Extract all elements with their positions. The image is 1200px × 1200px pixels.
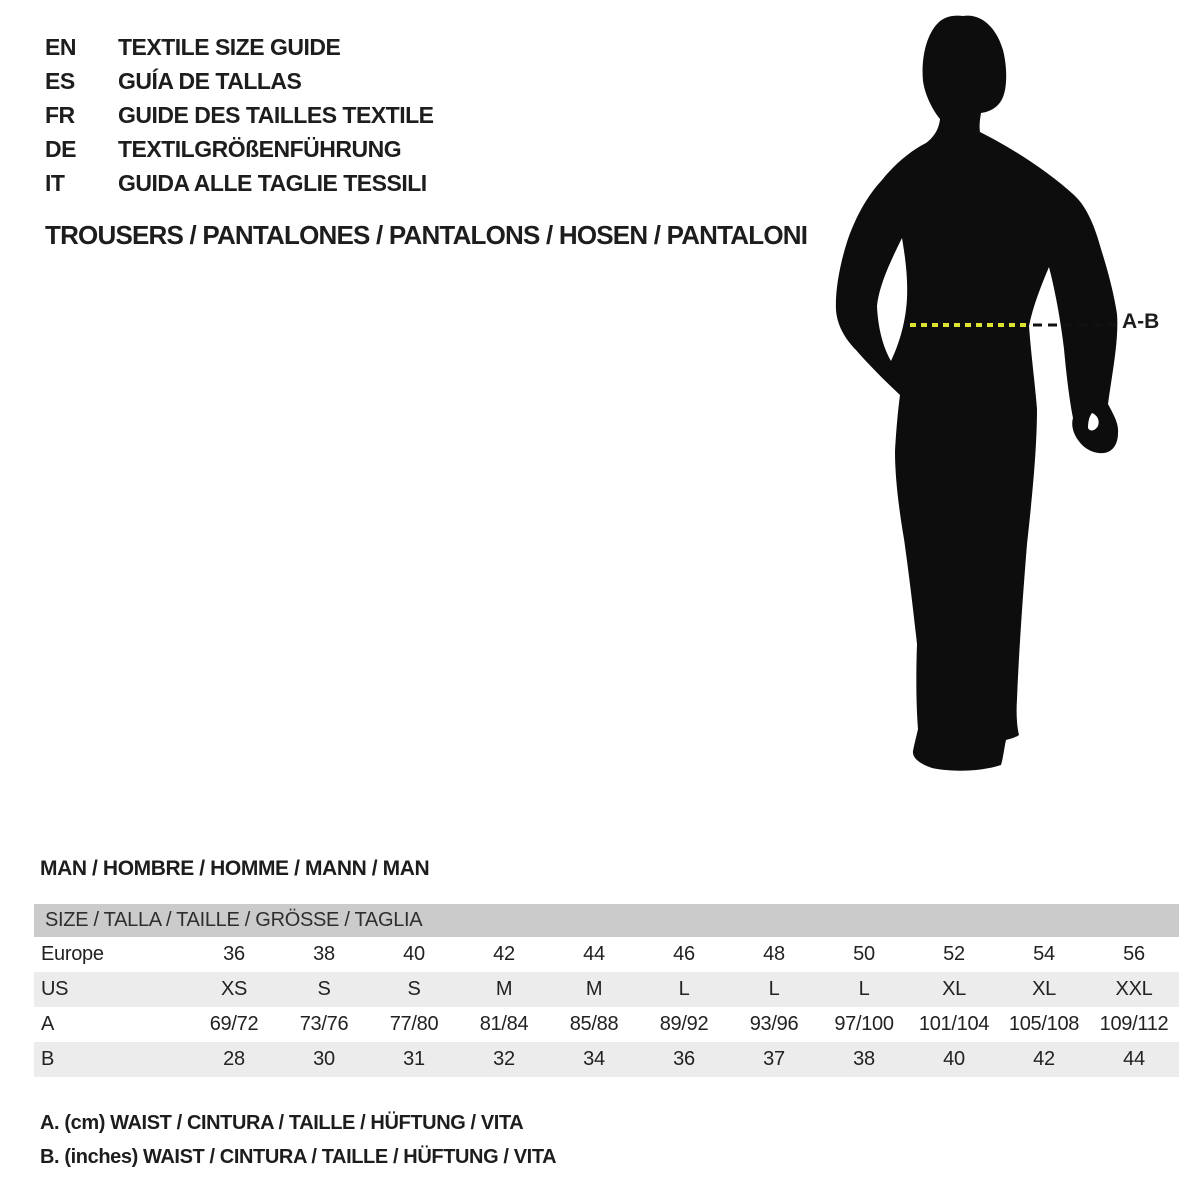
size-cell: 109/112 bbox=[1099, 1013, 1169, 1035]
size-cell: 38 bbox=[313, 943, 335, 965]
size-cell: 32 bbox=[493, 1048, 515, 1070]
size-cell: 42 bbox=[1033, 1048, 1055, 1070]
row-label: US bbox=[41, 978, 69, 1000]
language-title: GUÍA DE TALLAS bbox=[118, 68, 302, 94]
size-cell: XXL bbox=[1115, 978, 1153, 1000]
man-silhouette bbox=[820, 0, 1200, 800]
size-cell: 36 bbox=[223, 943, 245, 965]
row-label: A bbox=[41, 1013, 55, 1035]
size-cell: 31 bbox=[403, 1048, 425, 1070]
size-cell: 34 bbox=[583, 1048, 605, 1070]
row-label: B bbox=[41, 1048, 55, 1070]
size-cell: 105/108 bbox=[1008, 1013, 1080, 1035]
category-title: TROUSERS / PANTALONES / PANTALONS / HOSEN / PANTALONI bbox=[45, 220, 808, 250]
footnotes-block bbox=[40, 1107, 556, 1174]
size-cell: 46 bbox=[673, 943, 695, 965]
section-title-man: MAN / HOMBRE / HOMME / MANN / MAN bbox=[40, 857, 430, 880]
table-row-europe bbox=[34, 937, 1179, 972]
size-cell: 85/88 bbox=[569, 1013, 619, 1035]
size-table bbox=[34, 904, 1179, 1077]
language-code: FR bbox=[45, 102, 75, 128]
language-guide-block bbox=[45, 30, 434, 200]
language-code: ES bbox=[45, 68, 75, 94]
size-cell: 40 bbox=[943, 1048, 965, 1070]
man-body-shape bbox=[836, 16, 1118, 771]
size-cell: 69/72 bbox=[209, 1013, 259, 1035]
size-cell: S bbox=[407, 978, 421, 1000]
language-code: EN bbox=[45, 34, 76, 60]
table-row-b-inches bbox=[34, 1042, 1179, 1077]
table-row-a-cm bbox=[34, 1007, 1179, 1042]
size-table-header: SIZE / TALLA / TAILLE / GRÖSSE / TAGLIA bbox=[34, 904, 1179, 937]
table-row-us bbox=[34, 972, 1179, 1007]
language-row bbox=[45, 132, 434, 166]
size-cell: L bbox=[858, 978, 870, 1000]
footnote-a: A. (cm) WAIST / CINTURA / TAILLE / HÜFTUNG / VITA bbox=[40, 1112, 524, 1134]
size-cell: 97/100 bbox=[834, 1013, 894, 1035]
size-cell: 30 bbox=[313, 1048, 335, 1070]
size-cell: L bbox=[768, 978, 780, 1000]
language-code: DE bbox=[45, 136, 76, 162]
size-cell: 77/80 bbox=[389, 1013, 439, 1035]
language-code: IT bbox=[45, 170, 65, 196]
size-cell: 44 bbox=[583, 943, 605, 965]
size-cell: S bbox=[317, 978, 331, 1000]
size-cell: 28 bbox=[223, 1048, 245, 1070]
size-cell: 48 bbox=[763, 943, 785, 965]
language-row bbox=[45, 98, 434, 132]
size-cell: 89/92 bbox=[659, 1013, 709, 1035]
language-row bbox=[45, 30, 434, 64]
size-cell: M bbox=[495, 978, 513, 1000]
language-title: TEXTILE SIZE GUIDE bbox=[118, 34, 341, 60]
size-cell: 42 bbox=[493, 943, 515, 965]
size-cell: 81/84 bbox=[479, 1013, 529, 1035]
language-title: TEXTILGRÖßENFÜHRUNG bbox=[118, 136, 402, 162]
size-cell: L bbox=[678, 978, 690, 1000]
size-cell: 44 bbox=[1123, 1048, 1145, 1070]
size-cell: 73/76 bbox=[299, 1013, 349, 1035]
size-cell: 50 bbox=[853, 943, 875, 965]
size-cell: 37 bbox=[763, 1048, 785, 1070]
size-cell: 54 bbox=[1033, 943, 1055, 965]
size-cell: 40 bbox=[403, 943, 425, 965]
footnote-b: B. (inches) WAIST / CINTURA / TAILLE / HÜFTUNG / VITA bbox=[40, 1145, 557, 1168]
size-table-header-row bbox=[34, 904, 1179, 937]
size-cell: XL bbox=[942, 978, 966, 1000]
size-cell: 36 bbox=[673, 1048, 695, 1070]
size-cell: 38 bbox=[853, 1048, 875, 1070]
size-cell: 56 bbox=[1123, 943, 1145, 965]
language-row bbox=[45, 166, 434, 200]
size-cell: XS bbox=[220, 978, 248, 1000]
language-title: GUIDA ALLE TAGLIE TESSILI bbox=[118, 170, 427, 196]
size-cell: M bbox=[585, 978, 603, 1000]
language-row bbox=[45, 64, 434, 98]
size-cell: 93/96 bbox=[749, 1013, 799, 1035]
language-title: GUIDE DES TAILLES TEXTILE bbox=[118, 102, 434, 128]
row-label: Europe bbox=[41, 943, 104, 965]
size-cell: 101/104 bbox=[918, 1013, 990, 1035]
size-cell: XL bbox=[1032, 978, 1056, 1000]
size-cell: 52 bbox=[943, 943, 965, 965]
measure-label: A-B bbox=[1122, 310, 1160, 333]
